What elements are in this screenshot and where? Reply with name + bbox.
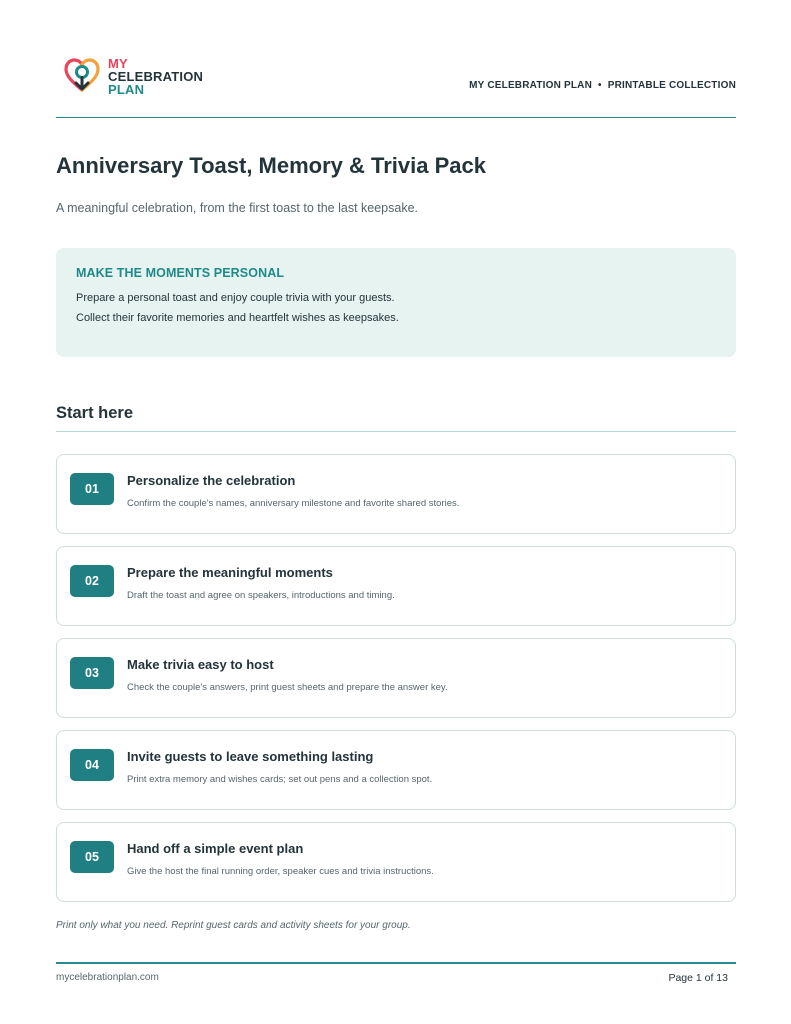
- step-description: Confirm the couple's names, anniversary milestone and favorite shared stories.: [127, 498, 460, 509]
- callout-line-2: Collect their favorite memories and heartfelt wishes as keepsakes.: [76, 312, 399, 324]
- step-number-badge: 01: [70, 473, 114, 505]
- step-number-badge: 03: [70, 657, 114, 689]
- print-note: Print only what you need. Reprint guest cards and activity sheets for your group.: [56, 920, 411, 931]
- step-title: Hand off a simple event plan: [127, 841, 304, 856]
- footer-website: mycelebrationplan.com: [56, 972, 159, 983]
- page-header: [56, 52, 736, 118]
- logo-wordmark: [108, 57, 203, 96]
- header-collection-label: [469, 80, 736, 91]
- logo-line-my: MY: [108, 55, 128, 71]
- page-title: Anniversary Toast, Memory & Trivia Pack: [56, 153, 486, 178]
- page-subtitle: A meaningful celebration, from the first toast to the last keepsake.: [56, 201, 418, 215]
- brand-logo: [60, 54, 203, 98]
- heart-location-pin-logo-icon: [60, 54, 104, 98]
- callout-line-1: Prepare a personal toast and enjoy couple trivia with your guests.: [76, 292, 395, 304]
- step-title: Invite guests to leave something lasting: [127, 749, 374, 764]
- section-divider: [56, 431, 736, 432]
- step-title: Make trivia easy to host: [127, 657, 274, 672]
- step-description: Print extra memory and wishes cards; set out pens and a collection spot.: [127, 774, 433, 785]
- step-title: Personalize the celebration: [127, 473, 296, 488]
- step-description: Give the host the final running order, speaker cues and trivia instructions.: [127, 866, 434, 877]
- logo-line-celebration: CELEBRATION: [108, 68, 204, 84]
- step-description: Draft the toast and agree on speakers, introductions and timing.: [127, 590, 395, 601]
- section-title: Start here: [56, 404, 134, 422]
- callout-heading: MAKE THE MOMENTS PERSONAL: [76, 266, 285, 280]
- header-collection-name: PRINTABLE COLLECTION: [607, 80, 736, 91]
- step-card: [56, 454, 736, 534]
- footer-divider: [56, 962, 736, 964]
- step-card: [56, 546, 736, 626]
- step-card: [56, 822, 736, 902]
- steps-list: [56, 454, 736, 914]
- step-title: Prepare the meaningful moments: [127, 565, 333, 580]
- intro-callout: [56, 248, 736, 357]
- step-description: Check the couple's answers, print guest sheets and prepare the answer key.: [127, 682, 448, 693]
- step-number-badge: 05: [70, 841, 114, 873]
- step-card: [56, 730, 736, 810]
- step-number-badge: 02: [70, 565, 114, 597]
- logo-line-plan: PLAN: [108, 81, 145, 97]
- step-number-badge: 04: [70, 749, 114, 781]
- step-card: [56, 638, 736, 718]
- page-number: Page 1 of 13: [668, 972, 728, 984]
- header-brand-name: MY CELEBRATION PLAN: [469, 80, 593, 91]
- header-separator: •: [598, 80, 602, 91]
